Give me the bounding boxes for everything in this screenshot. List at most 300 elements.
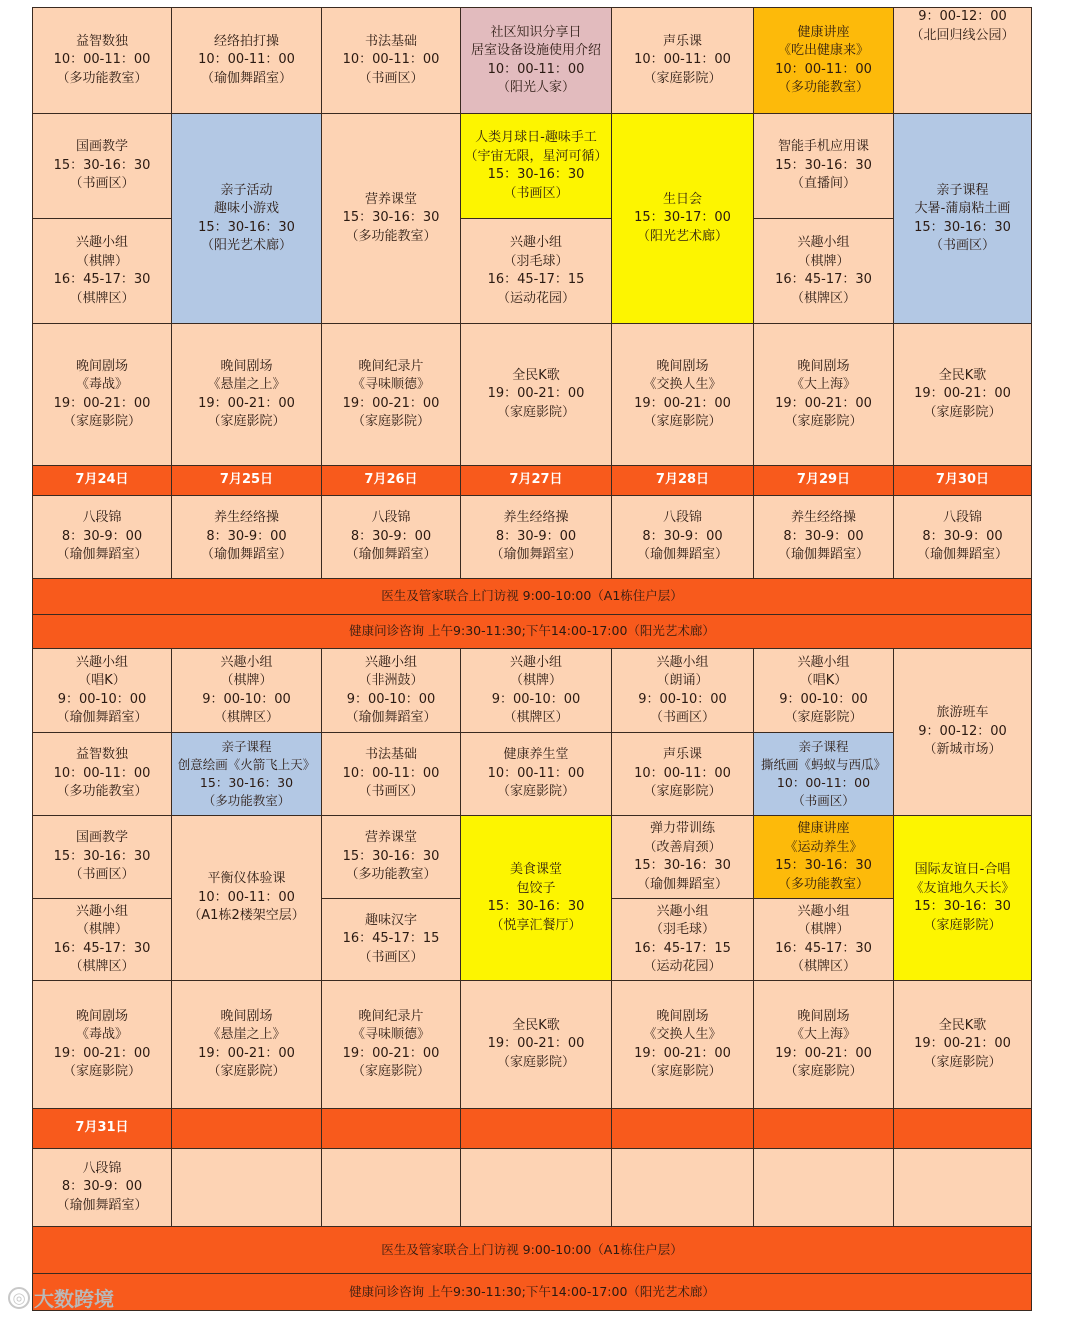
cell-text-line: （书画区） bbox=[649, 710, 715, 725]
date-header-cell bbox=[171, 465, 322, 496]
cell-text-line: 15：30-16：30 bbox=[487, 167, 585, 182]
cell-text-line: （运动花园） bbox=[496, 290, 575, 306]
cell-text-line: （瑜伽舞蹈室） bbox=[345, 547, 437, 563]
cell-text-line: 《友谊地久天长》 bbox=[910, 880, 1015, 896]
cell-text-line: 19：00-21：00 bbox=[198, 1045, 295, 1061]
schedule-cell bbox=[753, 1108, 894, 1149]
cell-text-line: 9：00-10：00 bbox=[202, 691, 291, 707]
cell-text-line: （棋牌区） bbox=[790, 959, 856, 974]
cell-text-line: 8：30-9：00 bbox=[922, 528, 1003, 544]
cell-text-line: 10：00-11：00 bbox=[198, 889, 295, 905]
schedule-cell bbox=[753, 113, 894, 219]
schedule-cell bbox=[171, 1108, 322, 1149]
cell-text-line: 营养课堂 bbox=[364, 830, 417, 846]
schedule-cell bbox=[171, 113, 322, 324]
cell-text-line: 健康养生堂 bbox=[503, 747, 569, 763]
cell-text-line: （唱K） bbox=[78, 673, 126, 688]
date-header-cell bbox=[753, 465, 894, 496]
schedule-cell bbox=[460, 1148, 612, 1227]
cell-text-line: 9：00-10：00 bbox=[491, 691, 581, 707]
cell-text-line: 《毒战》 bbox=[75, 1027, 128, 1042]
schedule-cell bbox=[321, 1148, 461, 1227]
cell-text-line: 人类月球日-趣味手工 bbox=[475, 130, 597, 145]
schedule-cell bbox=[321, 648, 461, 733]
cell-text-line: （家庭影院） bbox=[62, 1064, 141, 1079]
cell-text-line: 晚间剧场 bbox=[220, 358, 273, 374]
cell-text-line: 兴趣小组 bbox=[656, 903, 709, 919]
cell-text-line: 16：45-17：30 bbox=[775, 940, 872, 956]
schedule-cell bbox=[171, 1148, 322, 1227]
schedule-cell bbox=[611, 1108, 754, 1149]
cell-text-line: 15：30-16：30 bbox=[487, 899, 585, 914]
cell-text-line: （棋牌） bbox=[797, 253, 850, 269]
cell-text-line: 19：00-21：00 bbox=[53, 1045, 151, 1061]
cell-text-line: （阳光人家） bbox=[496, 80, 575, 95]
schedule-cell bbox=[460, 1108, 612, 1149]
cell-text-line: （棋牌） bbox=[220, 673, 273, 688]
cell-text-line: 国画教学 bbox=[75, 139, 128, 155]
cell-text-line: 兴趣小组 bbox=[364, 654, 417, 670]
cell-text-line: （家庭影院） bbox=[923, 917, 1002, 933]
schedule-cell bbox=[460, 7, 612, 114]
cell-text-line: 智能手机应用课 bbox=[777, 139, 869, 155]
cell-text-line: 10：00-11：00 bbox=[487, 61, 585, 77]
cell-text-line: 15：30-16：30 bbox=[199, 775, 294, 790]
cell-text-line: 兴趣小组 bbox=[75, 654, 128, 670]
schedule-cell bbox=[893, 1108, 1032, 1149]
cell-text-line: （棋牌区） bbox=[69, 290, 135, 306]
date-header-cell bbox=[611, 465, 754, 496]
cell-text-line: 10：00-11：00 bbox=[198, 52, 295, 68]
cell-text-line: 晚间纪录片 bbox=[358, 358, 424, 374]
cell-text-line: 书法基础 bbox=[364, 33, 417, 49]
cell-text-line: 全民K歌 bbox=[512, 367, 560, 383]
date-header-cell bbox=[893, 465, 1032, 496]
cell-text-line: 居室设备设施使用介绍 bbox=[470, 43, 601, 58]
cell-text-line: 亲子课程 bbox=[798, 739, 849, 754]
cell-text-line: （书画区） bbox=[358, 70, 424, 86]
cell-text-line: （唱K） bbox=[799, 673, 848, 688]
schedule-cell bbox=[32, 898, 172, 981]
schedule-cell bbox=[32, 732, 172, 816]
cell-text-line: 19：00-21：00 bbox=[914, 1036, 1011, 1052]
schedule-cell bbox=[753, 7, 894, 114]
cell-text-line: 19：00-21：00 bbox=[342, 1045, 440, 1061]
cell-text-line: 旅游班车 bbox=[936, 705, 989, 721]
schedule-cell bbox=[32, 218, 172, 324]
schedule-cell bbox=[611, 1148, 754, 1227]
schedule-cell bbox=[321, 113, 461, 324]
schedule-cell bbox=[171, 495, 322, 579]
schedule-cell bbox=[611, 815, 754, 899]
cell-text-line: （家庭影院） bbox=[923, 404, 1002, 420]
schedule-cell bbox=[460, 815, 612, 981]
cell-text-line: 晚间纪录片 bbox=[358, 1008, 424, 1024]
cell-text-line: 营养课堂 bbox=[364, 191, 417, 207]
cell-text-line: 经络拍打操 bbox=[213, 33, 279, 49]
cell-text-line: （瑜伽舞蹈室） bbox=[777, 547, 869, 563]
cell-text-line: （家庭影院） bbox=[643, 1064, 722, 1079]
cell-text-line: 《交换人生》 bbox=[643, 377, 722, 392]
schedule-cell bbox=[460, 495, 612, 579]
cell-text-line: （家庭影院） bbox=[351, 1064, 430, 1079]
cell-text-line: 兴趣小组 bbox=[220, 654, 273, 670]
watermark-logo-icon: ◎ bbox=[8, 1287, 30, 1309]
cell-text-line: 7月25日 bbox=[219, 472, 274, 488]
schedule-cell bbox=[32, 7, 172, 114]
cell-text-line: （家庭影院） bbox=[643, 414, 722, 429]
cell-text-line: 医生及管家联合上门访视 9:00-10:00（A1栋住户层） bbox=[381, 1241, 683, 1257]
cell-text-line: 兴趣小组 bbox=[75, 903, 128, 919]
cell-text-line: 创意绘画《火箭飞上天》 bbox=[177, 757, 316, 772]
watermark bbox=[8, 1283, 114, 1312]
cell-text-line: （直播间） bbox=[790, 176, 856, 192]
cell-text-line: （棋牌区） bbox=[213, 710, 279, 725]
cell-text-line: 7月27日 bbox=[509, 472, 563, 488]
schedule-cell bbox=[32, 495, 172, 579]
cell-text-line: 晚间剧场 bbox=[75, 358, 128, 374]
cell-text-line: 养生经络操 bbox=[213, 510, 279, 526]
cell-text-line: 亲子课程 bbox=[221, 739, 272, 754]
cell-text-line: 《交换人生》 bbox=[643, 1027, 722, 1042]
cell-text-line: 兴趣小组 bbox=[797, 903, 850, 919]
cell-text-line: （家庭影院） bbox=[496, 784, 575, 800]
cell-text-line: （阳光艺术廊） bbox=[200, 238, 292, 253]
cell-text-line: 19：00-21：00 bbox=[53, 395, 151, 411]
cell-text-line: 八段锦 bbox=[942, 510, 982, 526]
cell-text-line: （棋牌区） bbox=[69, 959, 135, 974]
cell-text-line: 包饺子 bbox=[516, 880, 556, 896]
cell-text-line: 兴趣小组 bbox=[509, 654, 562, 670]
schedule-cell bbox=[753, 323, 894, 466]
cell-text-line: 19：00-21：00 bbox=[634, 1045, 731, 1061]
cell-text-line: 声乐课 bbox=[662, 747, 702, 763]
cell-text-line: 16：45-17：30 bbox=[53, 272, 151, 287]
cell-text-line: 7月26日 bbox=[364, 472, 418, 488]
cell-text-line: （书画区） bbox=[503, 185, 569, 201]
cell-text-line: 《大上海》 bbox=[790, 377, 856, 392]
cell-text-line: 美食课堂 bbox=[509, 862, 562, 877]
cell-text-line: 声乐课 bbox=[662, 33, 702, 49]
schedule-cell bbox=[611, 7, 754, 114]
cell-text-line: 16：45-17：30 bbox=[775, 272, 872, 287]
cell-text-line: （宇宙无限，星河可循） bbox=[464, 148, 608, 164]
schedule-cell bbox=[171, 7, 322, 114]
cell-text-line: （书画区） bbox=[929, 238, 995, 253]
cell-text-line: （家庭影院） bbox=[351, 414, 430, 429]
cell-text-line: 八段锦 bbox=[82, 510, 122, 526]
cell-text-line: （A1栋2楼架空层） bbox=[188, 908, 305, 924]
schedule-cell bbox=[321, 815, 461, 899]
date-header-cell bbox=[32, 465, 172, 496]
cell-text-line: （阳光艺术廊） bbox=[636, 228, 728, 244]
cell-text-line: （瑜伽舞蹈室） bbox=[200, 547, 292, 563]
cell-text-line: 9：00-10：00 bbox=[346, 691, 436, 707]
cell-text-line: 16：45-17：15 bbox=[634, 940, 731, 956]
schedule-cell bbox=[611, 113, 754, 324]
schedule-cell bbox=[321, 732, 461, 816]
cell-text-line: 健康问诊咨询 上午9:30-11:30;下午14:00-17:00（阳光艺术廊） bbox=[349, 1283, 715, 1299]
cell-text-line: 15：30-16：30 bbox=[53, 848, 151, 864]
cell-text-line: 国画教学 bbox=[75, 830, 128, 846]
cell-text-line: 《悬崖之上》 bbox=[207, 377, 286, 392]
schedule-cell bbox=[321, 980, 461, 1109]
cell-text-line: 7月31日 bbox=[75, 1120, 129, 1136]
cell-text-line: 8：30-9：00 bbox=[61, 1179, 143, 1195]
cell-text-line: 15：30-16：30 bbox=[914, 899, 1011, 914]
schedule-cell bbox=[893, 113, 1032, 324]
cell-text-line: 9：00-10：00 bbox=[638, 691, 727, 707]
cell-text-line: 9：00-12：00 bbox=[918, 723, 1007, 739]
cell-text-line: 全民K歌 bbox=[938, 1017, 987, 1033]
cell-text-line: 19：00-21：00 bbox=[487, 1036, 585, 1052]
schedule-cell bbox=[611, 898, 754, 981]
cell-text-line: 8：30-9：00 bbox=[642, 528, 723, 544]
schedule-cell bbox=[460, 732, 612, 816]
cell-text-line: 15：30-16：30 bbox=[775, 858, 872, 873]
cell-text-line: 大暑-蒲扇粘土画 bbox=[914, 201, 1011, 216]
schedule-cell bbox=[460, 218, 612, 324]
schedule-cell bbox=[460, 980, 612, 1109]
schedule-cell bbox=[460, 113, 612, 219]
schedule-cell bbox=[32, 648, 172, 733]
schedule-cell bbox=[321, 898, 461, 981]
cell-text-line: （家庭影院） bbox=[643, 70, 722, 86]
cell-text-line: 养生经络操 bbox=[503, 510, 569, 526]
cell-text-line: 全民K歌 bbox=[512, 1017, 560, 1033]
schedule-cell bbox=[753, 980, 894, 1109]
cell-text-line: （改善肩颈） bbox=[643, 839, 722, 855]
cell-text-line: 15：30-16：30 bbox=[342, 848, 440, 864]
cell-text-line: （书画区） bbox=[358, 784, 424, 800]
cell-text-line: 19：00-21：00 bbox=[914, 386, 1011, 402]
date-header-cell bbox=[321, 465, 461, 496]
cell-text-line: 国际友谊日-合唱 bbox=[914, 862, 1011, 877]
schedule-cell bbox=[753, 495, 894, 579]
cell-text-line: 19：00-21：00 bbox=[487, 386, 585, 402]
cell-text-line: 9：00-10：00 bbox=[779, 691, 868, 707]
cell-text-line: 社区知识分享日 bbox=[490, 24, 582, 40]
schedule-cell bbox=[893, 323, 1032, 466]
schedule-cell bbox=[32, 980, 172, 1109]
cell-text-line: （非洲鼓） bbox=[358, 673, 424, 688]
cell-text-line: （书画区） bbox=[69, 176, 135, 192]
date-header-cell bbox=[32, 1108, 172, 1149]
schedule-cell bbox=[32, 113, 172, 219]
cell-text-line: （羽毛球） bbox=[503, 253, 569, 269]
cell-text-line: （家庭影院） bbox=[496, 404, 575, 420]
cell-text-line: 15：30-16：30 bbox=[198, 219, 295, 235]
cell-text-line: 书法基础 bbox=[364, 747, 417, 763]
cell-text-line: 15：30-16：30 bbox=[53, 157, 151, 173]
cell-text-line: （多功能教室） bbox=[56, 784, 148, 800]
cell-text-line: （多功能教室） bbox=[345, 867, 437, 883]
cell-text-line: （运动花园） bbox=[643, 959, 722, 974]
cell-text-line: 趣味小游戏 bbox=[213, 201, 279, 216]
cell-text-line: 10：00-11：00 bbox=[342, 52, 440, 68]
cell-text-line: 10：00-11：00 bbox=[53, 765, 151, 781]
cell-text-line: （家庭影院） bbox=[496, 1054, 575, 1070]
banner-cell bbox=[32, 614, 1032, 649]
schedule-cell bbox=[171, 732, 322, 816]
cell-text-line: （瑜伽舞蹈室） bbox=[56, 1197, 148, 1213]
cell-text-line: 健康讲座 bbox=[797, 24, 850, 40]
schedule-cell bbox=[321, 495, 461, 579]
cell-text-line: 兴趣小组 bbox=[797, 235, 850, 250]
cell-text-line: （棋牌区） bbox=[790, 290, 856, 306]
cell-text-line: （羽毛球） bbox=[649, 922, 715, 937]
banner-cell bbox=[32, 578, 1032, 615]
cell-text-line: （书画区） bbox=[69, 867, 135, 883]
cell-text-line: （棋牌） bbox=[75, 922, 128, 937]
cell-text-line: 8：30-9：00 bbox=[495, 528, 577, 544]
cell-text-line: 7月30日 bbox=[935, 472, 990, 488]
cell-text-line: 亲子活动 bbox=[220, 182, 273, 198]
cell-text-line: 15：30-16：30 bbox=[775, 157, 872, 173]
cell-text-line: 《运动养生》 bbox=[784, 839, 863, 855]
cell-text-line: 9：00-10：00 bbox=[57, 691, 147, 707]
cell-text-line: （新城市场） bbox=[923, 742, 1002, 758]
cell-text-line: 8：30-9：00 bbox=[206, 528, 287, 544]
cell-text-line: 八段锦 bbox=[371, 510, 411, 526]
cell-text-line: 晚间剧场 bbox=[797, 358, 850, 374]
cell-text-line: 晚间剧场 bbox=[220, 1008, 273, 1024]
cell-text-line: （书画区） bbox=[792, 793, 855, 808]
cell-text-line: 10：00-11：00 bbox=[775, 61, 872, 77]
cell-text-line: 10：00-11：00 bbox=[487, 765, 585, 781]
cell-text-line: 兴趣小组 bbox=[797, 654, 850, 670]
cell-text-line: 8：30-9：00 bbox=[783, 528, 864, 544]
schedule-cell bbox=[753, 898, 894, 981]
schedule-cell bbox=[171, 648, 322, 733]
cell-text-line: （棋牌） bbox=[797, 922, 850, 937]
cell-text-line: （多功能教室） bbox=[56, 70, 148, 86]
cell-text-line: 19：00-21：00 bbox=[342, 395, 440, 411]
cell-text-line: 10：00-11：00 bbox=[634, 52, 731, 68]
cell-text-line: 撕纸画《蚂蚁与西瓜》 bbox=[760, 757, 886, 772]
cell-text-line: （家庭影院） bbox=[923, 1054, 1002, 1070]
cell-text-line: （瑜伽舞蹈室） bbox=[916, 547, 1008, 563]
cell-text-line: 《大上海》 bbox=[790, 1027, 856, 1042]
schedule-cell bbox=[460, 323, 612, 466]
cell-text-line: 9：00-12：00 bbox=[918, 9, 1007, 24]
cell-text-line: 7月29日 bbox=[796, 472, 851, 488]
cell-text-line: 养生经络操 bbox=[790, 510, 856, 526]
schedule-cell bbox=[611, 323, 754, 466]
cell-text-line: 弹力带训练 bbox=[649, 821, 715, 836]
cell-text-line: 晚间剧场 bbox=[75, 1008, 128, 1024]
cell-text-line: 八段锦 bbox=[82, 1160, 122, 1176]
schedule-cell bbox=[321, 7, 461, 114]
cell-text-line: 《悬崖之上》 bbox=[207, 1027, 286, 1042]
cell-text-line: （多功能教室） bbox=[202, 793, 291, 808]
cell-text-line: 8：30-9：00 bbox=[61, 528, 143, 544]
schedule-cell bbox=[893, 815, 1032, 981]
cell-text-line: 健康问诊咨询 上午9:30-11:30;下午14:00-17:00（阳光艺术廊） bbox=[349, 623, 715, 639]
schedule-cell bbox=[753, 732, 894, 816]
cell-text-line: （家庭影院） bbox=[784, 414, 863, 429]
cell-text-line: （瑜伽舞蹈室） bbox=[636, 547, 728, 563]
schedule-cell bbox=[753, 1148, 894, 1227]
cell-text-line: 医生及管家联合上门访视 9:00-10:00（A1栋住户层） bbox=[381, 588, 683, 604]
cell-text-line: （瑜伽舞蹈室） bbox=[490, 547, 582, 563]
schedule-cell bbox=[753, 648, 894, 733]
cell-text-line: 健康讲座 bbox=[797, 821, 850, 836]
cell-text-line: （多功能教室） bbox=[777, 876, 869, 892]
cell-text-line: 趣味汉字 bbox=[364, 912, 417, 928]
cell-text-line: （瑜伽舞蹈室） bbox=[56, 547, 148, 563]
schedule-cell bbox=[611, 980, 754, 1109]
schedule-cell bbox=[32, 323, 172, 466]
cell-text-line: （棋牌） bbox=[75, 253, 128, 269]
cell-text-line: 8：30-9：00 bbox=[350, 528, 432, 544]
cell-text-line: 晚间剧场 bbox=[656, 358, 709, 374]
schedule-cell bbox=[171, 980, 322, 1109]
cell-text-line: 15：30-16：30 bbox=[634, 858, 731, 873]
cell-text-line: （瑜伽舞蹈室） bbox=[56, 710, 148, 725]
schedule-cell bbox=[611, 495, 754, 579]
banner-cell bbox=[32, 1226, 1032, 1274]
cell-text-line: 平衡仪体验课 bbox=[207, 871, 286, 887]
cell-text-line: （家庭影院） bbox=[784, 710, 863, 725]
cell-text-line: 10：00-11：00 bbox=[53, 52, 151, 68]
cell-text-line: （北回归线公园） bbox=[910, 27, 1015, 43]
schedule-cell bbox=[893, 495, 1032, 579]
cell-text-line: 19：00-21：00 bbox=[634, 395, 731, 411]
cell-text-line: 《寻味顺德》 bbox=[351, 377, 430, 392]
cell-text-line: （多功能教室） bbox=[777, 80, 869, 95]
cell-text-line: 兴趣小组 bbox=[509, 235, 562, 250]
cell-text-line: 生日会 bbox=[662, 191, 702, 207]
cell-text-line: 《吃出健康来》 bbox=[777, 43, 869, 58]
cell-text-line: 19：00-21：00 bbox=[775, 395, 872, 411]
cell-text-line: （多功能教室） bbox=[345, 228, 437, 244]
schedule-cell bbox=[321, 1108, 461, 1149]
cell-text-line: （家庭影院） bbox=[643, 784, 722, 800]
cell-text-line: 晚间剧场 bbox=[656, 1008, 709, 1024]
schedule-cell bbox=[753, 218, 894, 324]
cell-text-line: 7月24日 bbox=[75, 472, 129, 488]
cell-text-line: 10：00-11：00 bbox=[342, 765, 440, 781]
cell-text-line: （瑜伽舞蹈室） bbox=[200, 70, 292, 86]
cell-text-line: （悦享汇餐厅） bbox=[490, 917, 582, 933]
schedule-cell bbox=[460, 648, 612, 733]
schedule-cell bbox=[893, 980, 1032, 1109]
cell-text-line: 益智数独 bbox=[75, 33, 128, 49]
cell-text-line: 兴趣小组 bbox=[656, 654, 709, 670]
date-header-cell bbox=[460, 465, 612, 496]
cell-text-line: 16：45-17：15 bbox=[342, 931, 440, 947]
cell-text-line: 《毒战》 bbox=[75, 377, 128, 392]
cell-text-line: （书画区） bbox=[358, 949, 424, 965]
schedule-cell bbox=[171, 815, 322, 981]
cell-text-line: 益智数独 bbox=[75, 747, 128, 763]
cell-text-line: （朗诵） bbox=[656, 673, 709, 688]
schedule-cell bbox=[171, 323, 322, 466]
schedule-cell bbox=[32, 815, 172, 899]
cell-text-line: （家庭影院） bbox=[784, 1064, 863, 1079]
cell-text-line: 16：45-17：15 bbox=[487, 272, 585, 287]
cell-text-line: （家庭影院） bbox=[207, 414, 286, 429]
schedule-cell bbox=[893, 648, 1032, 816]
cell-text-line: 晚间剧场 bbox=[797, 1008, 850, 1024]
cell-text-line: 15：30-17：00 bbox=[634, 210, 731, 226]
cell-text-line: 10：00-11：00 bbox=[776, 775, 871, 790]
cell-text-line: 16：45-17：30 bbox=[53, 940, 151, 956]
banner-cell bbox=[32, 1273, 1032, 1311]
schedule-cell bbox=[611, 732, 754, 816]
schedule-cell bbox=[32, 1148, 172, 1227]
